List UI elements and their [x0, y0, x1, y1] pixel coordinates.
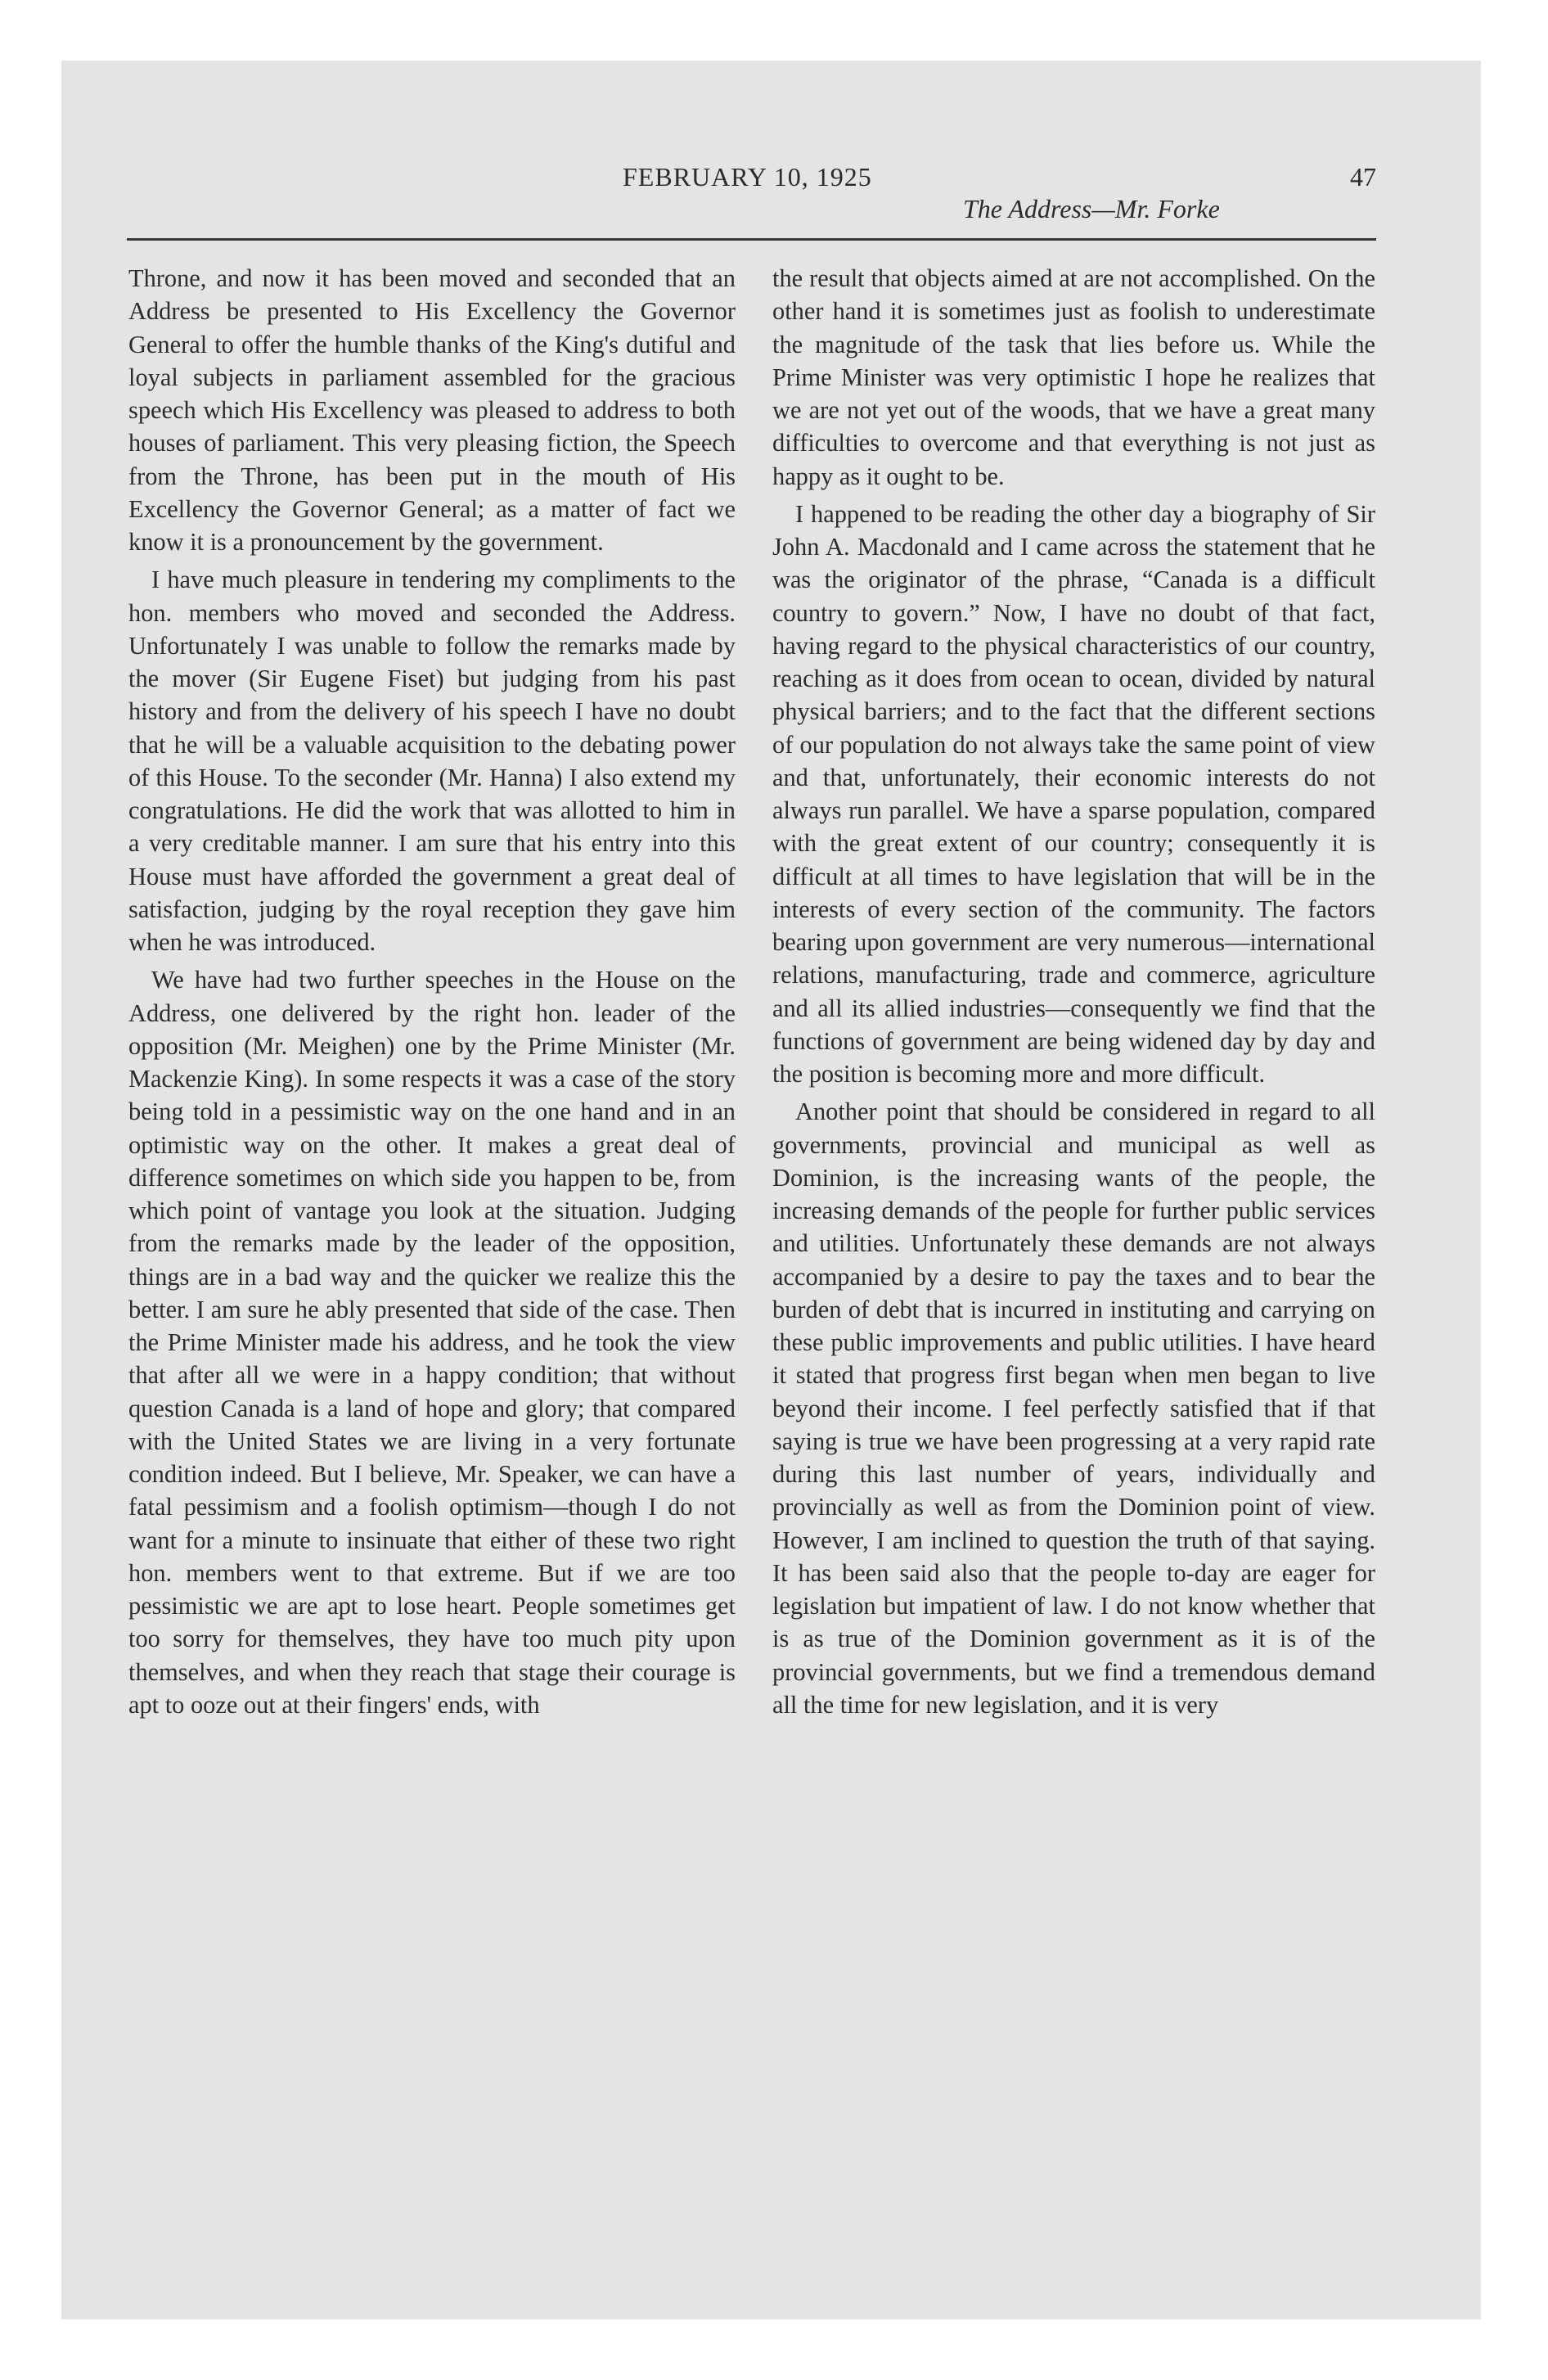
right-column [772, 262, 1375, 1721]
hansard-page [61, 61, 1481, 2319]
header-rule [127, 238, 1376, 241]
paragraph: the result that objects aimed at are not accomplished. On the other hand it is sometimes just as foolish to underestimate the magnitude of the task that lies before us. While the Prime Minister was very optimistic I hope he realizes that we are not yet out of the woods, that we have a great many difficulties to overcome and that everything is not just as happy as it ought to be. [772, 264, 1375, 490]
header-date: FEBRUARY 10, 1925 [623, 162, 872, 192]
left-column [128, 262, 736, 1721]
page-number: 47 [1350, 162, 1376, 192]
paragraph: Throne, and now it has been moved and seconded that an Address be presented to His Excellency the Governor General to offer the humble thanks of the King's dutiful and loyal subjects in parliament assembled for the gracious speech which His Excellency was pleased to address to both houses of parliament. This very pleasing fiction, the Speech from the Throne, has been put in the mouth of His Excellency the Governor General; as a matter of fact we know it is a pronouncement by the government. [128, 264, 736, 556]
paragraph: I happened to be reading the other day a biography of Sir John A. Macdonald and I came across the statement that he was the originator of the phrase, “Canada is a difficult country to govern.” Now, I have no doubt of that fact, having regard to the physical characteristics of our country, reaching as it does from ocean to ocean, divided by natural physical barriers; and to the fact that the different sections of our population do not always take the same point of view and that, unfortunately, their economic interests do not always run parallel. We have a sparse population, compared with the great extent of our country; consequently it is difficult at all times to have legislation that will be in the interests of every section of the community. The factors bearing upon government are very numerous—international relations, manufacturing, trade and commerce, agriculture and all its allied industries—consequently we find that the functions of government are being widened day by day and the position is becoming more and more difficult. [772, 499, 1375, 1088]
paragraph: We have had two further speeches in the House on the Address, one delivered by the right hon. leader of the opposition (Mr. Meighen) one by the Prime Minister (Mr. Mackenzie King). In some respects it was a case of the story being told in a pessimistic way on the one hand and in an optimistic way on the other. It makes a great deal of difference sometimes on which side you happen to be, from which point of vantage you look at the situation. Judging from the remarks made by the leader of the opposition, things are in a bad way and the quicker we realize this the better. I am sure he ably presented that side of the case. Then the Prime Minister made his address, and he took the view that after all we were in a happy condition; that without question Canada is a land of hope and glory; that compared with the United States we are living in a very fortunate condition indeed. But I believe, Mr. Speaker, we can have a fatal pessimism and a foolish optimism—though I do not want for a minute to insinuate that either of these two right hon. members went to that extreme. But if we are too pessimistic we are apt to lose heart. People sometimes get too sorry for themselves, they have too much pity upon themselves, and when they reach that stage their courage is apt to ooze out at their fingers' ends, with [128, 966, 736, 1719]
running-title: The Address—Mr. Forke [963, 194, 1220, 223]
paragraph: Another point that should be considered in regard to all governments, provincial and municipal as well as Dominion, is the increasing wants of the people, the increasing demands of the people for further public services and utilities. Unfortunately these demands are not always accompanied by a desire to pay the taxes and to bear the burden of debt that is incurred in instituting and carrying on these public improvements and public utilities. I have heard it stated that progress first began when men began to live beyond their income. I feel perfectly satisfied that if that saying is true we have been progressing at a very rapid rate during this last number of years, individually and provincially as well as from the Dominion point of view. However, I am inclined to question the truth of that saying. It has been said also that the people to-day are eager for legislation but impatient of law. I do not know whether that is as true of the Dominion government as it is of the provincial governments, but we find a tremendous demand all the time for new legislation, and it is very [772, 1098, 1375, 1719]
paragraph: I have much pleasure in tendering my compliments to the hon. members who moved and seconded the Address. Unfortunately I was unable to follow the remarks made by the mover (Sir Eugene Fiset) but judging from his past history and from the delivery of his speech I have no doubt that he will be a valuable acquisition to the debating power of this House. To the seconder (Mr. Hanna) I also extend my congratulations. He did the work that was allotted to him in a very creditable manner. I am sure that his entry into this House must have afforded the government a great deal of satisfaction, judging by the royal reception they gave him when he was introduced. [128, 566, 736, 956]
